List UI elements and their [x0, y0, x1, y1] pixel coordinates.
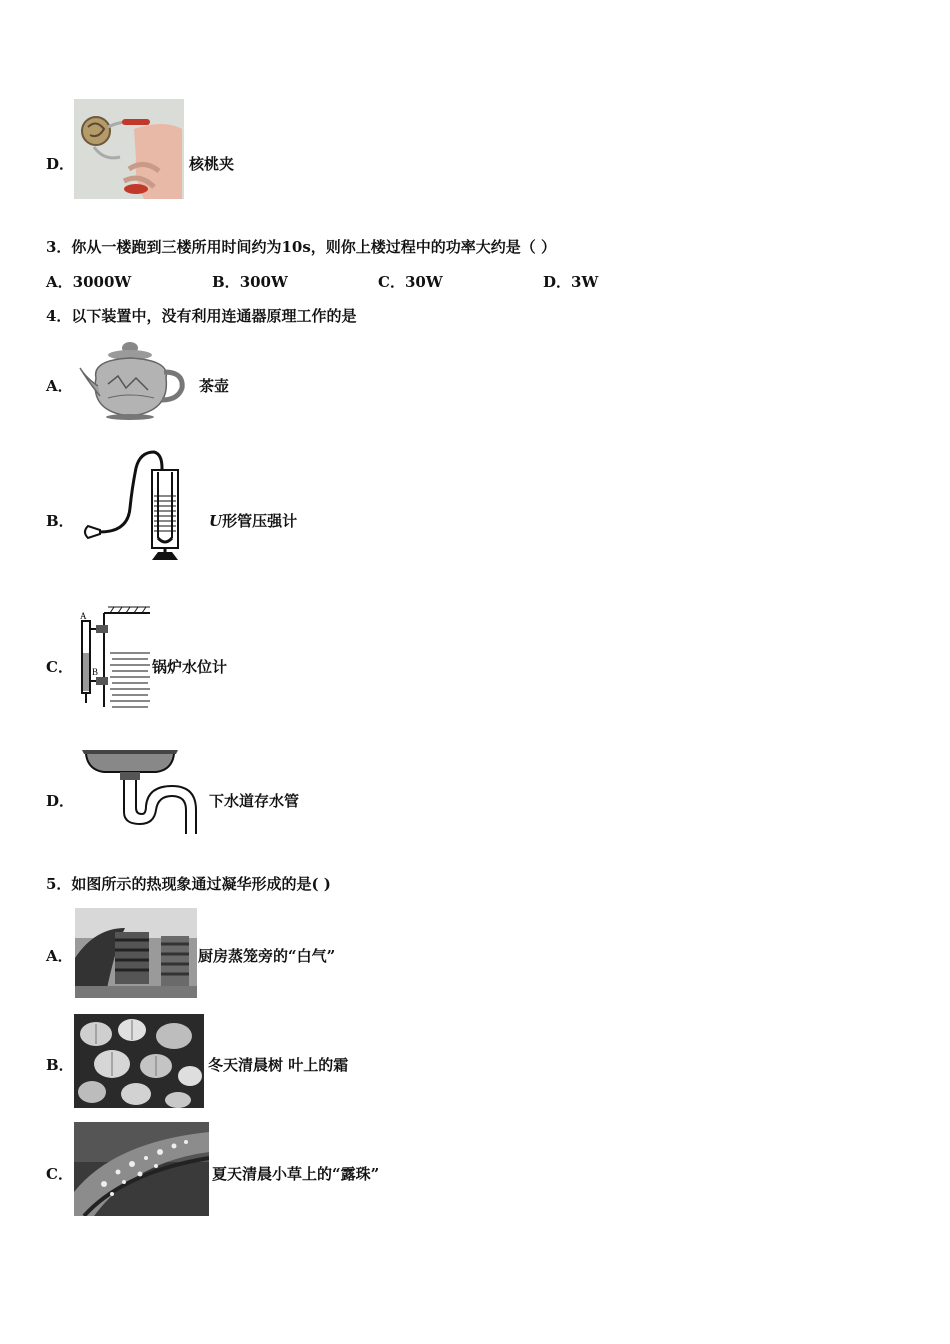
option-label: D．: [46, 792, 75, 810]
diagram-label-b: B: [92, 667, 99, 677]
option-caption: 厨房蒸笼旁的“白气”: [198, 947, 336, 965]
option-caption: 锅炉水位计: [152, 658, 228, 676]
question-5-stem: 5．如图所示的热现象通过凝华形成的是( ): [46, 875, 331, 893]
option-text: 300W: [239, 273, 288, 291]
option-label: B．: [212, 273, 240, 291]
question-4-stem: 4．以下装置中，没有利用连通器原理工作的是: [46, 307, 357, 325]
option-label: D．: [543, 273, 572, 291]
option-caption: U形管压强计: [209, 512, 298, 530]
q3-option-c: [378, 271, 443, 292]
option-label: A．: [46, 947, 73, 965]
q3-option-a: [46, 271, 131, 292]
teapot-image: [78, 338, 188, 422]
steamer-white-mist-photo: [75, 908, 197, 998]
option-text: 3W: [571, 273, 599, 291]
option-label: D．: [46, 155, 75, 173]
caption-italic: U: [209, 512, 223, 530]
diagram-label-a: A: [80, 611, 87, 621]
option-label: C．: [46, 658, 73, 676]
option-label: B．: [46, 512, 74, 530]
option-caption: 下水道存水管: [209, 792, 300, 810]
question-3-stem: 3．你从一楼跑到三楼所用时间约为10s，则你上楼过程中的功率大约是（ ）: [46, 238, 556, 256]
drain-trap-image: [80, 742, 200, 838]
u-tube-manometer-image: [78, 448, 188, 562]
option-label: A．: [46, 377, 73, 395]
q3-option-d: [543, 271, 598, 292]
option-caption: 核桃夹: [189, 155, 235, 173]
option-caption: 冬天清晨树 叶上的霜: [208, 1056, 349, 1074]
option-text: 3000W: [72, 273, 132, 291]
option-caption: 夏天清晨小草上的“露珠”: [212, 1165, 380, 1183]
q3-option-b: [212, 271, 288, 292]
option-label: C．: [378, 273, 405, 291]
boiler-water-gauge-image: [70, 603, 152, 713]
option-text: 30W: [404, 273, 443, 291]
option-caption: 茶壶: [199, 377, 230, 395]
dew-drops-on-grass-photo: [74, 1122, 209, 1216]
option-label: B．: [46, 1056, 74, 1074]
option-label: A．: [46, 273, 73, 291]
frost-leaves-photo: [74, 1014, 204, 1108]
walnut-cracker-image: [74, 99, 184, 199]
option-label: C．: [46, 1165, 73, 1183]
